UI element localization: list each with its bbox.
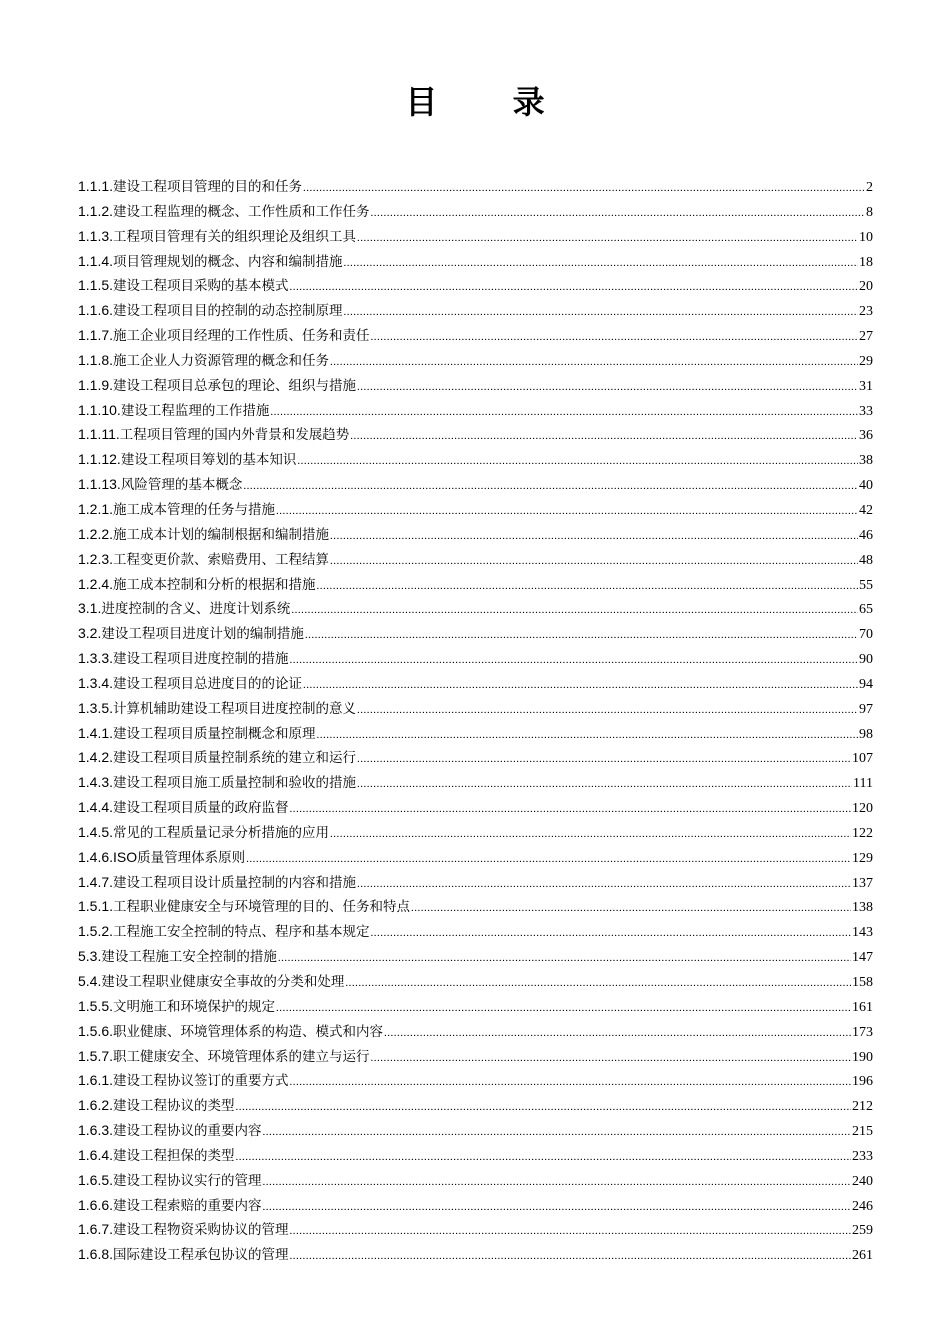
- toc-entry-number: 1.6.6.: [78, 1196, 114, 1213]
- toc-entry-title: 进度控制的含义、进度计划系统: [101, 601, 291, 618]
- toc-entry-title: 常见的工程质量记录分析措施的应用: [113, 824, 330, 841]
- page-title: 目 录: [405, 83, 577, 121]
- toc-entry[interactable]: [78, 449, 873, 474]
- toc-entry-title: 建设工程担保的类型: [113, 1147, 235, 1164]
- toc-entry-title: 建设工程协议签订的重要方式: [113, 1073, 289, 1090]
- toc-dot-leader: [371, 923, 851, 943]
- toc-entry-number: 1.1.12.: [78, 451, 121, 468]
- toc-entry-page-number: 98: [859, 726, 873, 742]
- toc-entry[interactable]: [78, 1244, 873, 1269]
- toc-entry-title: 职工健康安全、环境管理体系的建立与运行: [113, 1048, 370, 1065]
- toc-entry-number: 1.5.1.: [78, 898, 114, 915]
- toc-entry[interactable]: [78, 822, 873, 847]
- toc-dot-leader: [345, 973, 851, 993]
- toc-entry-page-number: 29: [859, 353, 873, 369]
- toc-entry[interactable]: [78, 847, 873, 872]
- toc-entry[interactable]: [78, 1095, 873, 1120]
- toc-entry-number: 1.6.3.: [78, 1122, 114, 1139]
- toc-entry[interactable]: [78, 772, 873, 797]
- toc-entry-number: 1.1.7.: [78, 327, 114, 344]
- toc-entry-number: 1.5.5.: [78, 997, 114, 1014]
- toc-entry-title: 建设工程监理的工作措施: [120, 402, 270, 419]
- toc-entry-page-number: 173: [852, 1024, 873, 1040]
- toc-entry-title: 风险管理的基本概念: [120, 477, 243, 494]
- toc-dot-leader: [243, 476, 858, 496]
- toc-entry-number: 1.6.4.: [78, 1146, 114, 1163]
- toc-entry[interactable]: [78, 400, 873, 425]
- toc-entry-title: 建设工程项目筹划的基本知识: [120, 452, 297, 469]
- toc-dot-leader: [290, 650, 858, 670]
- toc-entry-title: 施工企业项目经理的工作性质、任务和责任: [113, 328, 370, 345]
- toc-entry[interactable]: [78, 673, 873, 698]
- toc-entry-number: 1.3.5.: [78, 699, 114, 716]
- toc-entry-title: 建设工程监理的概念、工作性质和工作任务: [113, 203, 370, 220]
- toc-entry[interactable]: [78, 251, 873, 276]
- toc-entry-title: 建设工程项目质量控制系统的建立和运行: [113, 750, 357, 767]
- toc-entry-number: 1.5.2.: [78, 923, 114, 940]
- toc-entry-number: 1.1.6.: [78, 302, 114, 319]
- toc-entry[interactable]: [78, 300, 873, 325]
- toc-entry-page-number: 65: [859, 602, 873, 618]
- toc-entry-title: 工程施工安全控制的特点、程序和基本规定: [113, 924, 370, 941]
- toc-dot-leader: [357, 749, 851, 769]
- toc-entry-title: 建设工程协议实行的管理: [113, 1172, 262, 1189]
- toc-entry-number: 3.2.: [78, 625, 102, 642]
- toc-entry-number: 1.3.3.: [78, 650, 114, 667]
- toc-entry-number: 1.2.2.: [78, 525, 114, 542]
- toc-entry-title: 建设工程协议的重要内容: [113, 1123, 262, 1140]
- toc-entry-page-number: 261: [852, 1248, 873, 1264]
- toc-entry[interactable]: [78, 1145, 873, 1170]
- toc-dot-leader: [303, 675, 858, 695]
- toc-dot-leader: [330, 551, 858, 571]
- toc-entry-page-number: 20: [859, 279, 873, 295]
- toc-entry-number: 1.4.7.: [78, 873, 114, 890]
- toc-entry-number: 5.4.: [78, 973, 102, 989]
- toc-entry-title: 施工成本控制和分析的根据和措施: [113, 576, 316, 593]
- toc-entry-page-number: 42: [859, 502, 873, 518]
- toc-entry-number: 1.6.1.: [78, 1072, 114, 1089]
- toc-entry-number: 1.1.4.: [78, 252, 114, 269]
- toc-entry-title: 建设工程项目进度控制的措施: [113, 651, 289, 668]
- toc-dot-leader: [317, 576, 858, 596]
- toc-entry-number: 1.5.6.: [78, 1022, 114, 1039]
- toc-entry[interactable]: [78, 872, 873, 897]
- toc-entry[interactable]: [78, 1021, 873, 1046]
- toc-entry-number: 1.6.7.: [78, 1221, 114, 1238]
- toc-entry-page-number: 246: [852, 1198, 873, 1214]
- toc-dot-leader: [357, 228, 858, 248]
- toc-entry[interactable]: [78, 350, 873, 375]
- toc-entry-number: 1.1.13.: [78, 476, 121, 493]
- toc-dot-leader: [291, 600, 858, 620]
- toc-dot-leader: [344, 302, 858, 322]
- toc-entry[interactable]: [78, 971, 873, 996]
- toc-entry-title: 项目管理规划的概念、内容和编制措施: [113, 253, 343, 270]
- toc-dot-leader: [330, 824, 851, 844]
- toc-dot-leader: [297, 451, 858, 471]
- toc-dot-leader: [246, 849, 851, 869]
- toc-dot-leader: [276, 998, 851, 1018]
- toc-entry[interactable]: [78, 1046, 873, 1071]
- toc-dot-leader: [263, 1122, 851, 1142]
- toc-entry[interactable]: [78, 723, 873, 748]
- toc-dot-leader: [278, 948, 851, 968]
- toc-entry-title: 建设工程项目进度计划的编制措施: [101, 626, 304, 643]
- toc-entry-page-number: 137: [852, 875, 873, 891]
- toc-entry-title: 建设工程项目质量控制概念和原理: [113, 725, 316, 742]
- toc-entry-title: 建设工程协议的类型: [113, 1098, 235, 1115]
- toc-entry-number: 1.4.3.: [78, 774, 114, 791]
- toc-entry-page-number: 196: [852, 1074, 873, 1090]
- toc-entry-page-number: 90: [859, 652, 873, 668]
- toc-entry-title: 工程变更价款、索赔费用、工程结算: [113, 551, 330, 568]
- toc-entry[interactable]: [78, 946, 873, 971]
- toc-entry[interactable]: [78, 375, 873, 400]
- toc-entry-title: 建设工程项目设计质量控制的内容和措施: [113, 874, 357, 891]
- toc-entry-page-number: 33: [859, 403, 873, 419]
- toc-entry[interactable]: [78, 474, 873, 499]
- toc-entry[interactable]: [78, 1070, 873, 1095]
- toc-entry-page-number: 2: [866, 180, 873, 195]
- toc-dot-leader: [290, 1072, 851, 1092]
- toc-dot-leader: [263, 1172, 851, 1192]
- toc-entry[interactable]: [78, 921, 873, 946]
- toc-entry[interactable]: [78, 325, 873, 350]
- toc-entry-title: 工程项目管理有关的组织理论及组织工具: [113, 228, 357, 245]
- toc-entry[interactable]: [78, 201, 873, 226]
- table-of-contents: [78, 176, 873, 1269]
- toc-entry-number: 1.4.5.: [78, 823, 114, 840]
- toc-entry-number: 1.1.10.: [78, 401, 121, 418]
- toc-entry-page-number: 158: [852, 975, 873, 990]
- toc-entry-number: 1.3.4.: [78, 674, 114, 691]
- toc-dot-leader: [384, 1023, 851, 1043]
- toc-entry-page-number: 36: [859, 428, 873, 444]
- toc-entry[interactable]: [78, 896, 873, 921]
- toc-dot-leader: [270, 402, 858, 422]
- toc-entry-title: 国际建设工程承包协议的管理: [113, 1247, 289, 1264]
- toc-dot-leader: [344, 253, 858, 273]
- toc-entry-page-number: 107: [852, 751, 873, 767]
- toc-entry-title: 建设工程项目目的控制的动态控制原理: [113, 303, 343, 320]
- toc-entry-number: 1.1.11.: [78, 426, 120, 443]
- toc-entry-page-number: 27: [859, 329, 873, 345]
- toc-entry-page-number: 94: [859, 676, 873, 692]
- toc-dot-leader: [317, 725, 858, 745]
- toc-entry-title: 建设工程施工安全控制的措施: [101, 949, 277, 966]
- toc-dot-leader: [290, 1246, 851, 1266]
- toc-entry-page-number: 259: [852, 1223, 873, 1239]
- toc-entry-page-number: 143: [852, 925, 873, 941]
- toc-entry-page-number: 31: [859, 378, 873, 394]
- toc-entry-number: 1.1.2.: [78, 202, 114, 219]
- toc-dot-leader: [290, 799, 851, 819]
- toc-entry-title: 施工成本管理的任务与措施: [113, 501, 276, 518]
- toc-dot-leader: [357, 377, 858, 397]
- toc-entry-number: 1.1.3.: [78, 227, 114, 244]
- toc-entry-page-number: 55: [859, 577, 873, 593]
- toc-entry-number: 1.6.5.: [78, 1171, 114, 1188]
- toc-entry[interactable]: [78, 524, 873, 549]
- toc-entry-number: 1.4.4.: [78, 799, 114, 816]
- toc-entry-title: 施工成本计划的编制根据和编制措施: [113, 526, 330, 543]
- toc-entry-number: 1.4.1.: [78, 724, 114, 741]
- toc-entry-title: 建设工程项目施工质量控制和验收的措施: [113, 775, 357, 792]
- toc-dot-leader: [276, 501, 858, 521]
- toc-entry-number: 1.5.7.: [78, 1047, 114, 1064]
- toc-entry-number: 1.2.3.: [78, 550, 114, 567]
- toc-entry[interactable]: [78, 176, 873, 201]
- toc-entry-number: 1.6.8.: [78, 1246, 114, 1263]
- toc-entry-title: 建设工程项目采购的基本模式: [113, 278, 289, 295]
- toc-entry-page-number: 40: [859, 478, 873, 494]
- toc-entry[interactable]: [78, 275, 873, 300]
- toc-dot-leader: [330, 352, 858, 372]
- toc-entry[interactable]: [78, 623, 873, 648]
- toc-entry[interactable]: [78, 1195, 873, 1220]
- toc-entry[interactable]: [78, 996, 873, 1021]
- toc-entry-title: 职业健康、环境管理体系的构造、模式和内容: [113, 1023, 384, 1040]
- toc-entry-title: 计算机辅助建设工程项目进度控制的意义: [113, 700, 357, 717]
- toc-dot-leader: [236, 1097, 851, 1117]
- toc-entry-page-number: 23: [859, 304, 873, 320]
- toc-entry[interactable]: [78, 648, 873, 673]
- toc-entry-page-number: 8: [866, 204, 873, 220]
- toc-entry-number: 1.4.6.ISO: [78, 848, 138, 865]
- toc-entry-number: 1.6.2.: [78, 1097, 114, 1114]
- toc-dot-leader: [357, 874, 851, 894]
- toc-entry-page-number: 233: [852, 1148, 873, 1164]
- toc-dot-leader: [290, 277, 858, 297]
- toc-entry[interactable]: [78, 1120, 873, 1145]
- toc-entry-title: 工程项目管理的国内外背景和发展趋势: [119, 427, 350, 444]
- toc-entry-page-number: 190: [852, 1049, 873, 1065]
- toc-entry-page-number: 129: [852, 850, 873, 866]
- toc-entry-page-number: 46: [859, 527, 873, 543]
- toc-entry-title: 工程职业健康安全与环境管理的目的、任务和特点: [113, 899, 411, 916]
- toc-entry-number: 5.3.: [78, 948, 102, 965]
- toc-entry-number: 1.4.2.: [78, 749, 114, 766]
- toc-entry[interactable]: [78, 1170, 873, 1195]
- toc-entry-page-number: 138: [852, 900, 873, 916]
- toc-entry-page-number: 212: [852, 1099, 873, 1115]
- toc-entry[interactable]: [78, 747, 873, 772]
- toc-dot-leader: [236, 1147, 851, 1167]
- toc-entry[interactable]: [78, 574, 873, 599]
- toc-dot-leader: [290, 1221, 851, 1241]
- toc-entry-title: 建设工程项目管理的目的和任务: [113, 179, 303, 195]
- toc-entry-page-number: 240: [852, 1173, 873, 1189]
- toc-entry-title: 建设工程项目总进度目的的论证: [113, 675, 303, 692]
- toc-entry-title: 建设工程物资采购协议的管理: [113, 1222, 289, 1239]
- toc-entry-page-number: 48: [859, 552, 873, 568]
- toc-dot-leader: [357, 700, 858, 720]
- toc-entry-page-number: 18: [859, 254, 873, 270]
- toc-dot-leader: [357, 774, 852, 794]
- toc-entry[interactable]: [78, 499, 873, 524]
- toc-entry-title: 施工企业人力资源管理的概念和任务: [113, 352, 330, 369]
- toc-entry-title: 建设工程索赔的重要内容: [113, 1197, 262, 1214]
- toc-entry-title: 建设工程职业健康安全事故的分类和处理: [101, 974, 345, 990]
- toc-dot-leader: [371, 203, 865, 223]
- toc-entry-title: 建设工程项目质量的政府监督: [113, 800, 289, 817]
- toc-dot-leader: [263, 1197, 851, 1217]
- toc-entry-title: 文明施工和环境保护的规定: [113, 998, 276, 1015]
- toc-entry-number: 3.1.: [78, 600, 102, 617]
- toc-entry-title: 质量管理体系原则: [137, 849, 246, 866]
- toc-entry-page-number: 111: [853, 776, 873, 792]
- toc-entry-number: 1.2.1.: [78, 500, 114, 517]
- toc-entry[interactable]: [78, 1219, 873, 1244]
- toc-dot-leader: [303, 178, 865, 198]
- toc-entry[interactable]: [78, 698, 873, 723]
- toc-dot-leader: [330, 526, 858, 546]
- toc-entry-number: 1.1.8.: [78, 351, 114, 368]
- toc-dot-leader: [371, 327, 858, 347]
- toc-entry[interactable]: [78, 424, 873, 449]
- toc-entry[interactable]: [78, 598, 873, 623]
- toc-entry[interactable]: [78, 226, 873, 251]
- toc-entry-page-number: 122: [852, 825, 873, 841]
- toc-dot-leader: [350, 426, 858, 446]
- toc-entry-title: 建设工程项目总承包的理论、组织与措施: [113, 377, 357, 394]
- toc-entry-page-number: 161: [852, 999, 873, 1015]
- toc-dot-leader: [411, 898, 851, 918]
- toc-entry-page-number: 70: [859, 627, 873, 643]
- toc-entry-number: 1.2.4.: [78, 575, 114, 592]
- toc-entry-page-number: 147: [852, 950, 873, 966]
- toc-entry-number: 1.1.1.: [78, 178, 114, 194]
- toc-entry[interactable]: [78, 549, 873, 574]
- toc-entry-page-number: 120: [852, 801, 873, 817]
- toc-entry-number: 1.1.9.: [78, 376, 114, 393]
- toc-dot-leader: [305, 625, 858, 645]
- toc-entry-page-number: 38: [859, 453, 873, 469]
- toc-entry-page-number: 10: [859, 229, 873, 245]
- toc-entry[interactable]: [78, 797, 873, 822]
- toc-entry-page-number: 97: [859, 701, 873, 717]
- toc-entry-page-number: 215: [852, 1124, 873, 1140]
- toc-entry-number: 1.1.5.: [78, 277, 114, 294]
- toc-dot-leader: [371, 1048, 851, 1068]
